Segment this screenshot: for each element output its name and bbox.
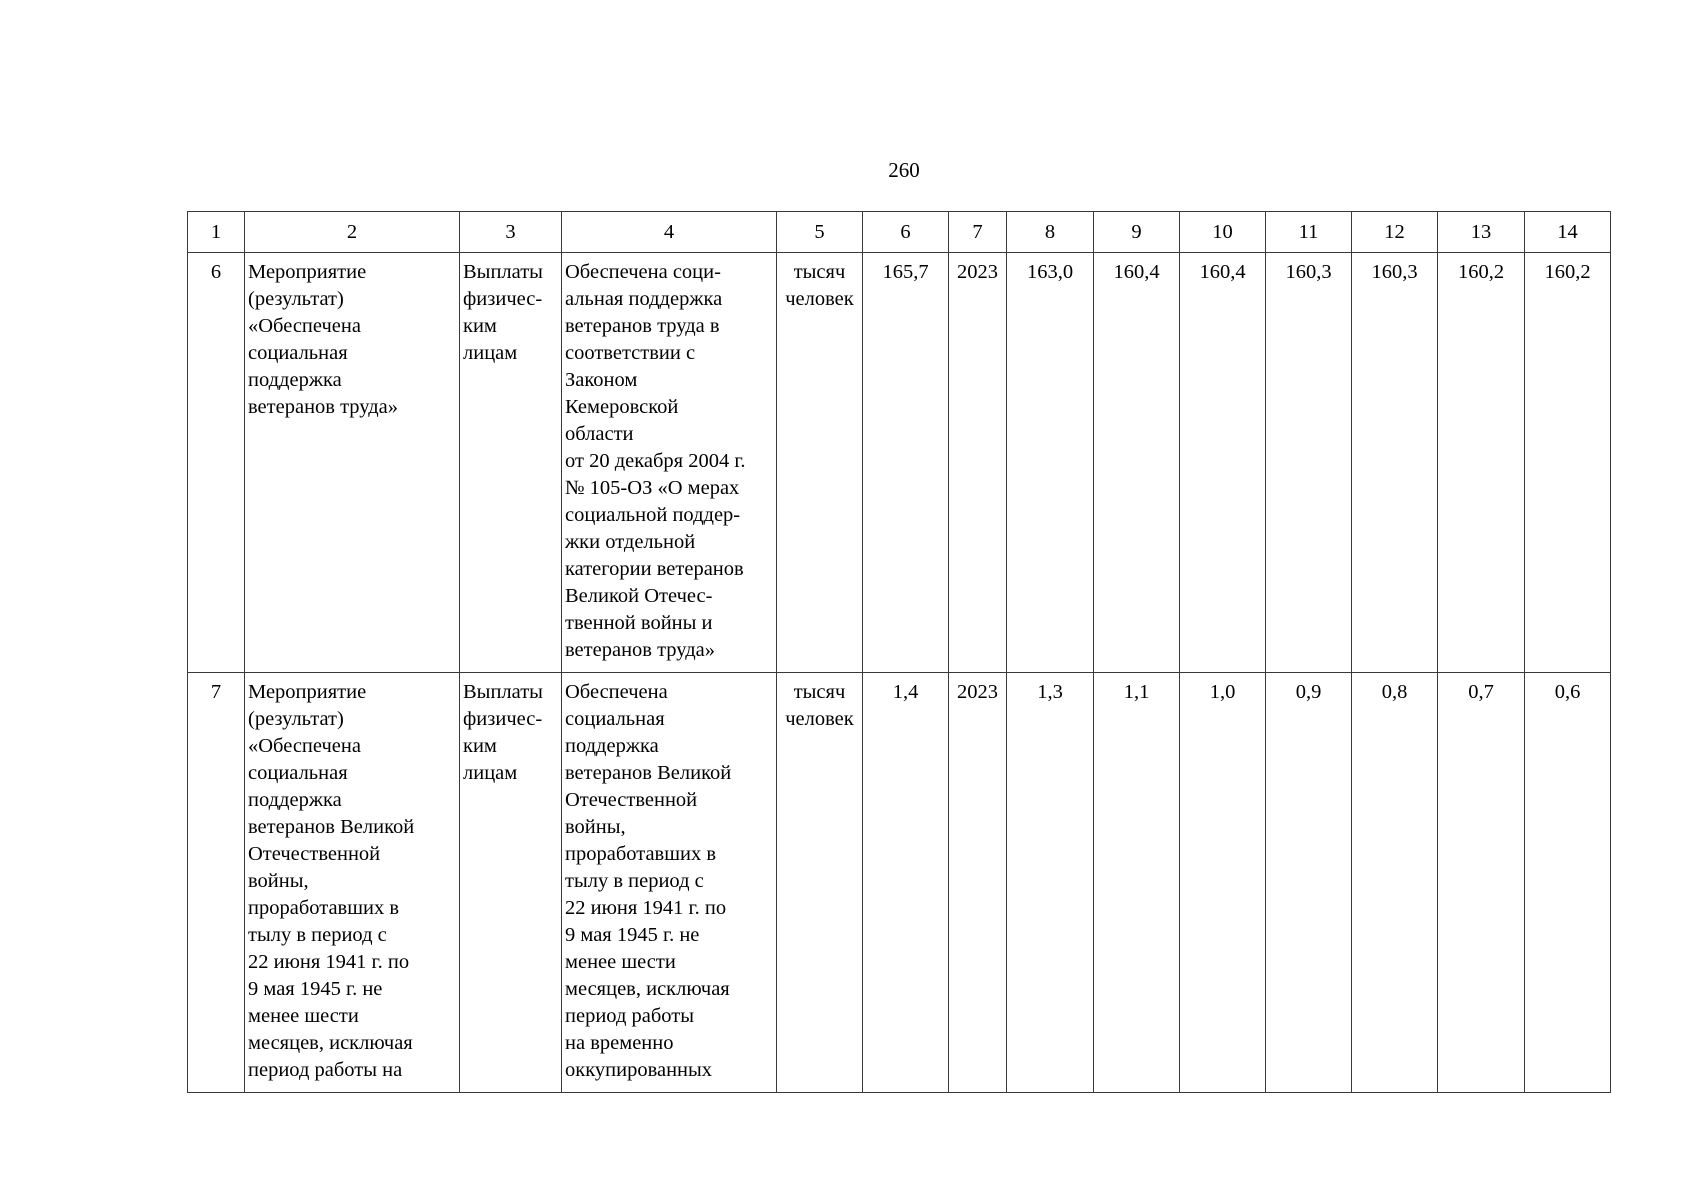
column-header: 4	[562, 212, 777, 253]
unit: тысяч человек	[785, 261, 854, 310]
value-cell: 160,4	[1180, 253, 1266, 673]
event-type-cell	[460, 673, 562, 1093]
event-description: Обеспечена социальная поддержка ветеранов Великой Отечественной войны, проработавших в тылу в период с 22 июня 1941 г. по 9 мая 1945 г. не менее шести месяцев, исключая период работы на временно оккупированных	[565, 681, 732, 1081]
column-header: 8	[1007, 212, 1094, 253]
column-header: 11	[1266, 212, 1352, 253]
table-row	[188, 253, 1611, 673]
value-cell: 160,3	[1266, 253, 1352, 673]
description-cell	[562, 253, 777, 673]
unit: тысяч человек	[785, 681, 854, 730]
column-header: 1	[188, 212, 245, 253]
value-cell: 160,2	[1438, 253, 1525, 673]
description-cell	[562, 673, 777, 1093]
column-header: 2	[245, 212, 460, 253]
event-name: Мероприятие (результат) «Обеспечена социальная поддержка ветеранов Великой Отечественной войны, проработавших в тылу в период с 22 июня 1941 г. по 9 мая 1945 г. не менее шести месяцев, исключая период работы на	[248, 681, 415, 1081]
column-header: 13	[1438, 212, 1525, 253]
event-type: Выплаты физичес- ким лицам	[463, 681, 543, 784]
value-cell: 160,3	[1352, 253, 1438, 673]
value-cell: 1,0	[1180, 673, 1266, 1093]
value-cell: 1,4	[863, 673, 949, 1093]
column-header: 5	[777, 212, 863, 253]
column-header: 3	[460, 212, 562, 253]
value-cell: 1,3	[1007, 673, 1094, 1093]
table-header-row	[188, 212, 1611, 253]
value-cell: 1,1	[1094, 673, 1180, 1093]
event-name-cell	[245, 253, 460, 673]
unit-cell	[777, 253, 863, 673]
value-cell: 160,4	[1094, 253, 1180, 673]
column-header: 6	[863, 212, 949, 253]
column-header: 14	[1525, 212, 1611, 253]
column-header: 7	[949, 212, 1007, 253]
column-header: 9	[1094, 212, 1180, 253]
value-cell: 165,7	[863, 253, 949, 673]
column-header: 10	[1180, 212, 1266, 253]
event-name-cell	[245, 673, 460, 1093]
value-cell: 0,9	[1266, 673, 1352, 1093]
value-cell: 0,8	[1352, 673, 1438, 1093]
event-type: Выплаты физичес- ким лицам	[463, 261, 543, 364]
page-number: 260	[888, 158, 920, 182]
event-type-cell	[460, 253, 562, 673]
year-cell: 2023	[949, 673, 1007, 1093]
indicators-table	[187, 211, 1611, 1093]
row-number: 7	[188, 673, 245, 1093]
value-cell: 0,6	[1525, 673, 1611, 1093]
value-cell: 0,7	[1438, 673, 1525, 1093]
column-header: 12	[1352, 212, 1438, 253]
value-cell: 163,0	[1007, 253, 1094, 673]
event-name: Мероприятие (результат) «Обеспечена социальная поддержка ветеранов труда»	[248, 261, 399, 418]
row-number: 6	[188, 253, 245, 673]
unit-cell	[777, 673, 863, 1093]
value-cell: 160,2	[1525, 253, 1611, 673]
event-description: Обеспечена соци- альная поддержка ветеранов труда в соответствии с Законом Кемеровской области от 20 декабря 2004 г. № 105-ОЗ «О мерах социальной поддер- жки отдельной категории ветеранов Великой Отечес- твенной войны и ветеранов труда»	[565, 261, 746, 661]
year-cell: 2023	[949, 253, 1007, 673]
table-row	[188, 673, 1611, 1093]
